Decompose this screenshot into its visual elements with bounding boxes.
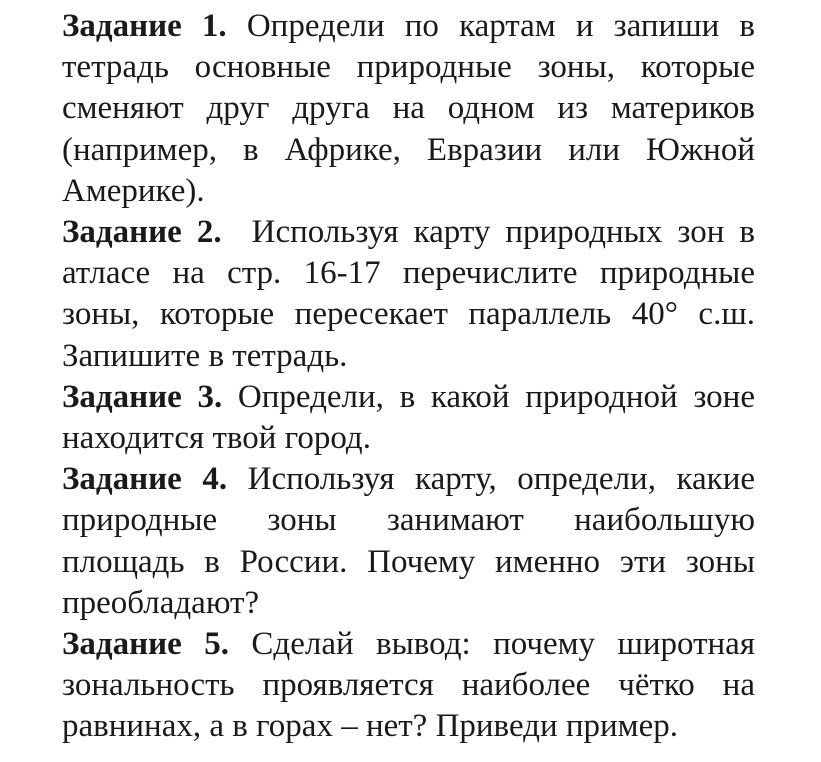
task-3 [62,377,755,459]
task-3-text: Определи, в какой природной зоне находится твой город. [62,378,755,457]
task-4-text: Используя карту, определи, какие природные зоны занимают наибольшую площадь в России. Почему именно эти зоны преобладают? [62,461,755,621]
task-4-label: Задание 4. [62,461,228,498]
task-2-text: Используя карту природных зон в атласе на стр. 16-17 перечислите природные зоны, которые пересекает параллель 40° с.ш. Запишите в тетрадь. [62,214,755,374]
task-2 [62,212,755,377]
task-1-text: Определи по картам и запиши в тетрадь основные природные зоны, которые сменяют друг друга на одном из материков (например, в Африке, Евразии или Южной Америке). [62,8,755,209]
task-5 [62,624,755,748]
task-5-text: Сделай вывод: почему широтная зональность проявляется наиболее чётко на равнинах, а в горах – нет? Приведи пример. [62,626,755,745]
task-1 [62,6,755,212]
assignment-document [62,6,755,748]
task-5-label: Задание 5. [62,626,229,663]
task-1-label: Задание 1. [62,8,227,44]
task-2-label: Задание 2. [62,214,222,251]
task-3-label: Задание 3. [62,378,223,415]
task-4 [62,459,755,624]
